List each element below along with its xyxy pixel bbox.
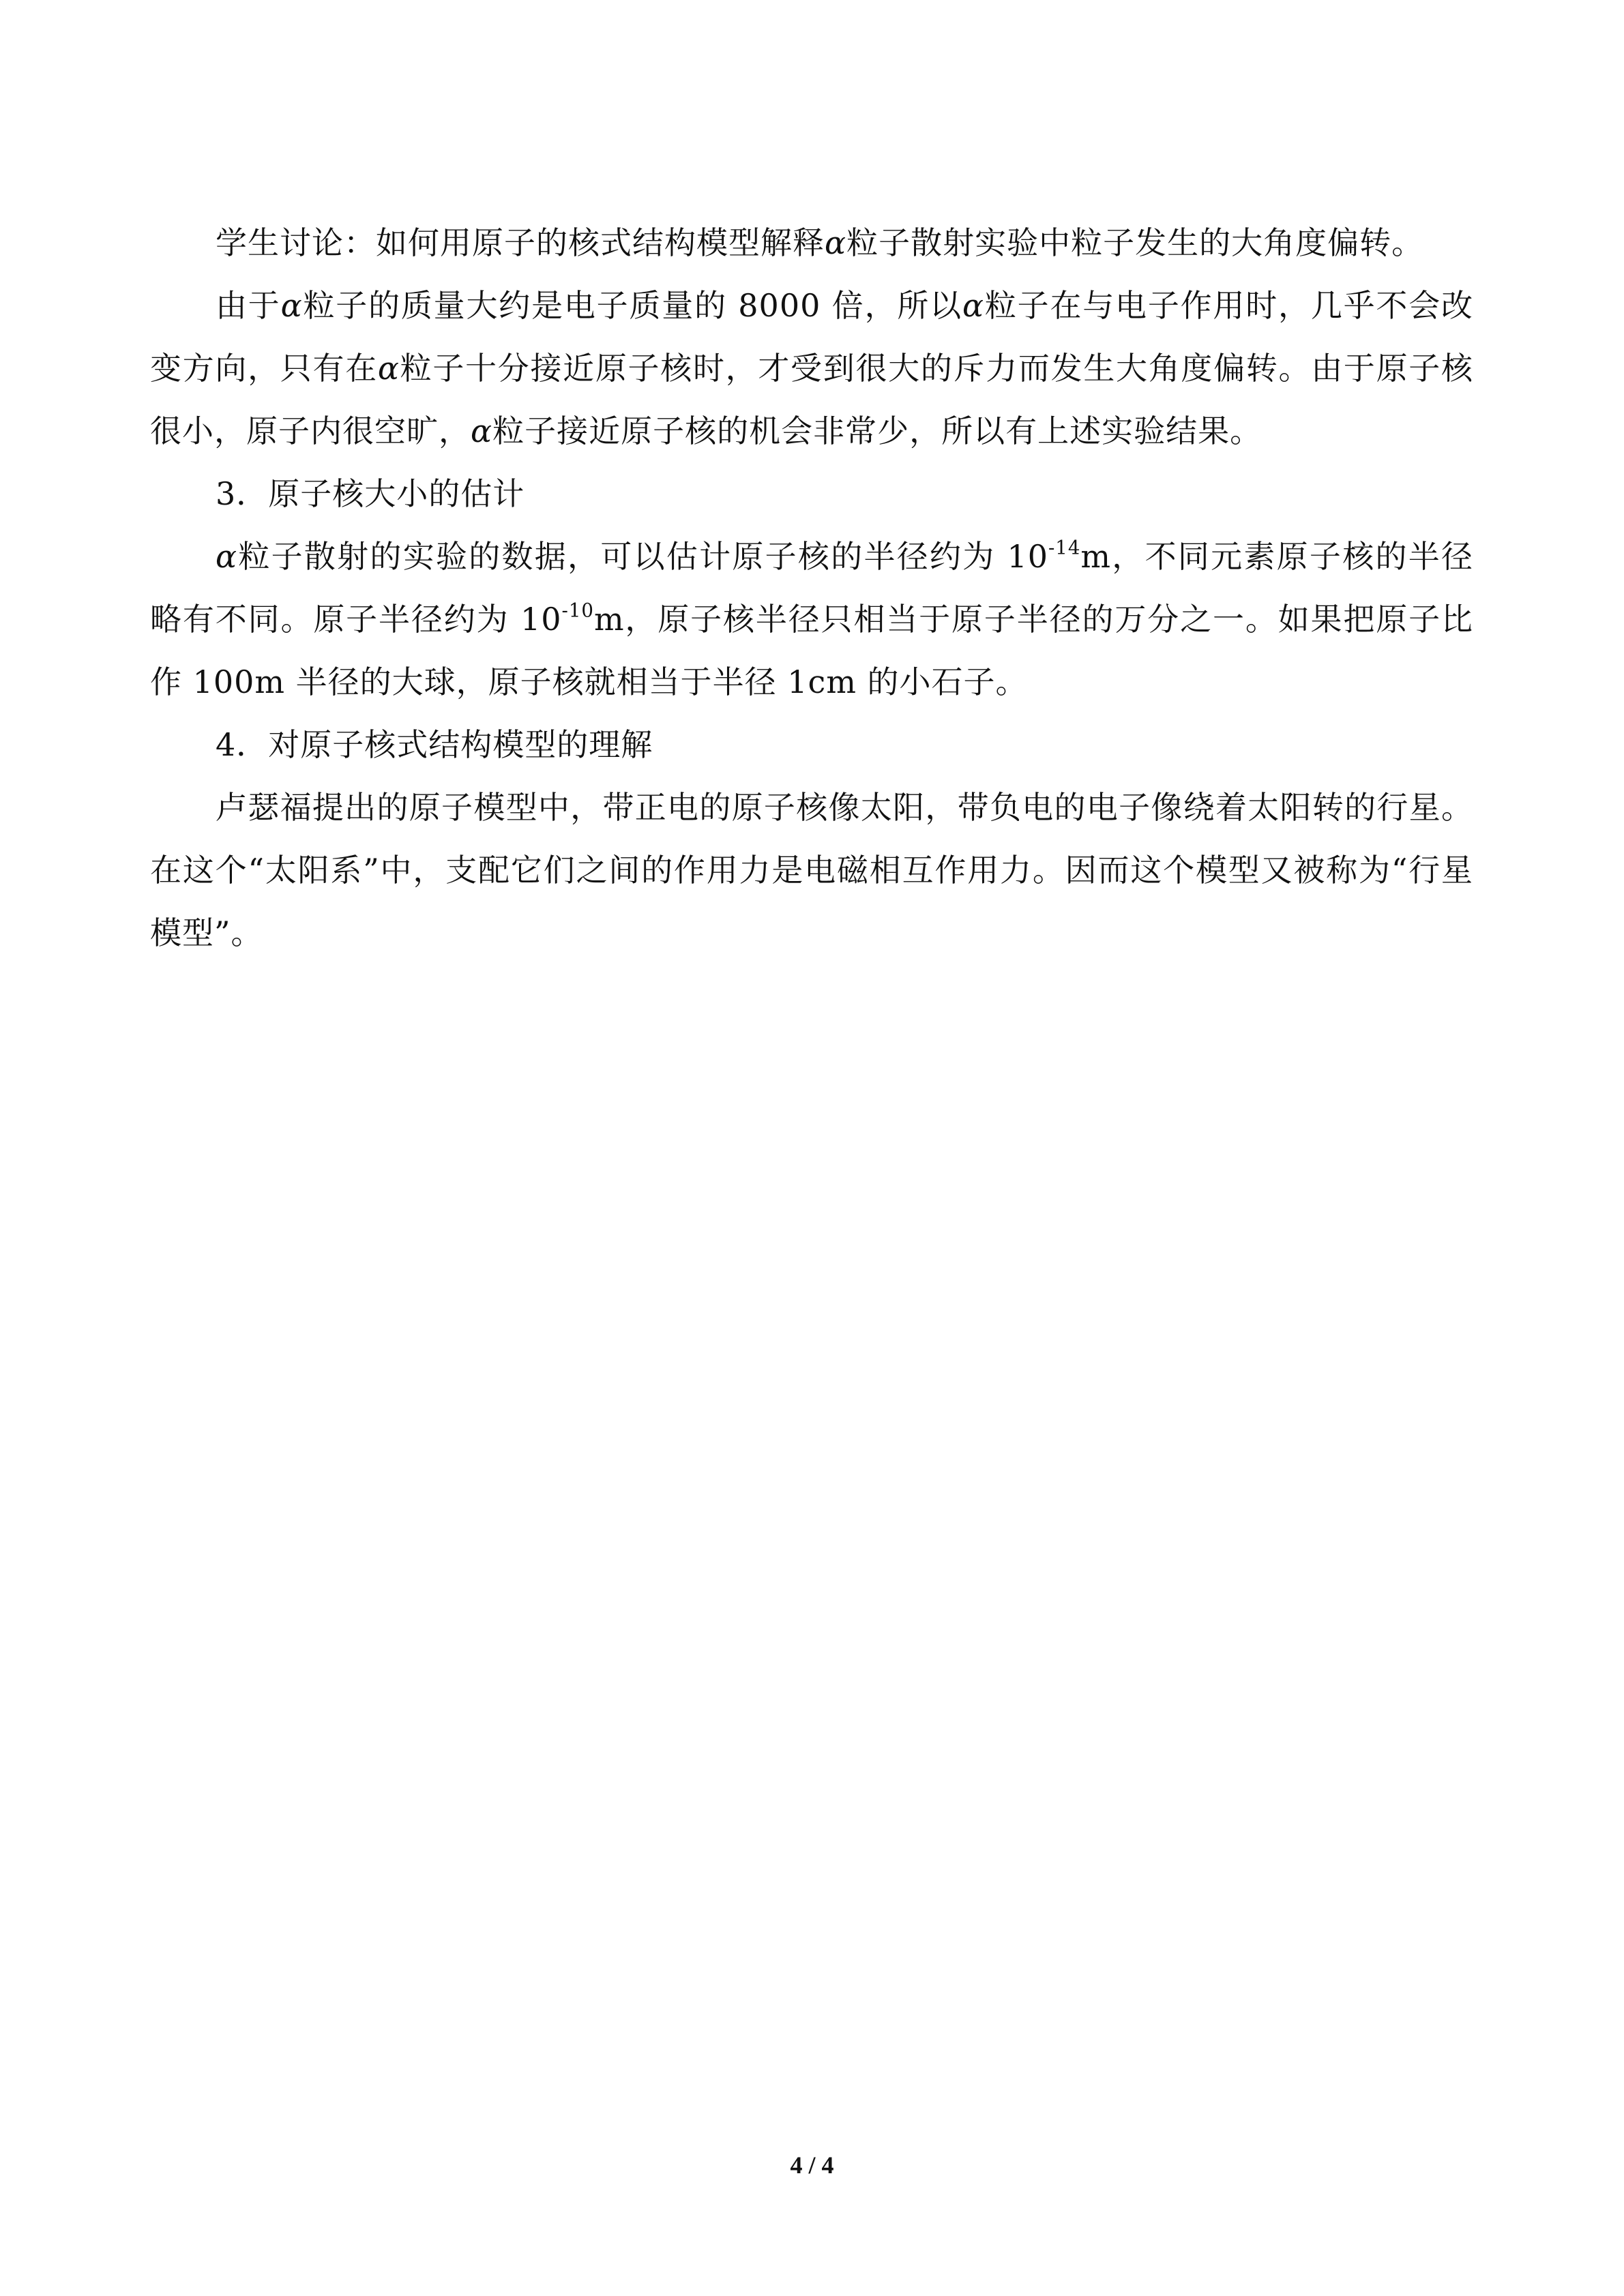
paragraph-student-discussion [150, 211, 1473, 274]
paragraph-planet-model: 卢瑟福提出的原子模型中，带正电的原子核像太阳，带负电的电子像绕着太阳转的行星。在这个“太阳系”中，支配它们之间的作用力是电磁相互作用力。因而这个模型又被称为“行星模型”。 [150, 789, 1473, 951]
paragraph-explanation [150, 274, 1473, 462]
text-segment: 学生讨论：如何用原子的核式结构模型解释 [216, 224, 825, 261]
section-heading-3: 3．原子核大小的估计 [216, 475, 525, 512]
alpha-symbol: α [280, 287, 303, 324]
alpha-symbol: α [377, 350, 400, 387]
text-segment: m，不同元素原子核的半径略有不同。原子半径约为 10 [150, 538, 1474, 638]
alpha-symbol: α [825, 224, 847, 261]
paragraph-nucleus-size [150, 525, 1473, 713]
text-segment: 粒子散射实验中粒子发生的大角度偏转。 [846, 224, 1424, 261]
text-segment: 粒子在与电子作用时，几乎不会改变方向，只有在 [150, 287, 1474, 387]
text-segment: 粒子散射的实验的数据，可以估计原子核的半径约为 10 [237, 538, 1048, 575]
text-segment: 粒子的质量大约是电子质量的 8000 倍，所以 [302, 287, 962, 324]
section-heading-4: 4．对原子核式结构模型的理解 [216, 726, 653, 763]
alpha-symbol: α [962, 287, 985, 324]
alpha-symbol: α [216, 538, 238, 575]
exponent: -14 [1048, 536, 1081, 559]
text-segment: m，原子核半径只相当于原子半径的万分之一。如果把原子比作 100m 半径的大球，原子核就相当于半径 1cm 的小石子。 [150, 601, 1474, 700]
text-segment: 粒子接近原子核的机会非常少，所以有上述实验结果。 [492, 413, 1263, 449]
text-segment: 粒子十分接近原子核时，才受到很大的斥力而发生大角度偏转。由于原子核很小，原子内很空旷， [150, 350, 1474, 449]
alpha-symbol: α [471, 413, 493, 449]
page-number: 4 / 4 [790, 2151, 834, 2179]
document-body [150, 211, 1473, 964]
text-segment: 由于 [216, 287, 281, 324]
exponent: -10 [561, 599, 594, 622]
